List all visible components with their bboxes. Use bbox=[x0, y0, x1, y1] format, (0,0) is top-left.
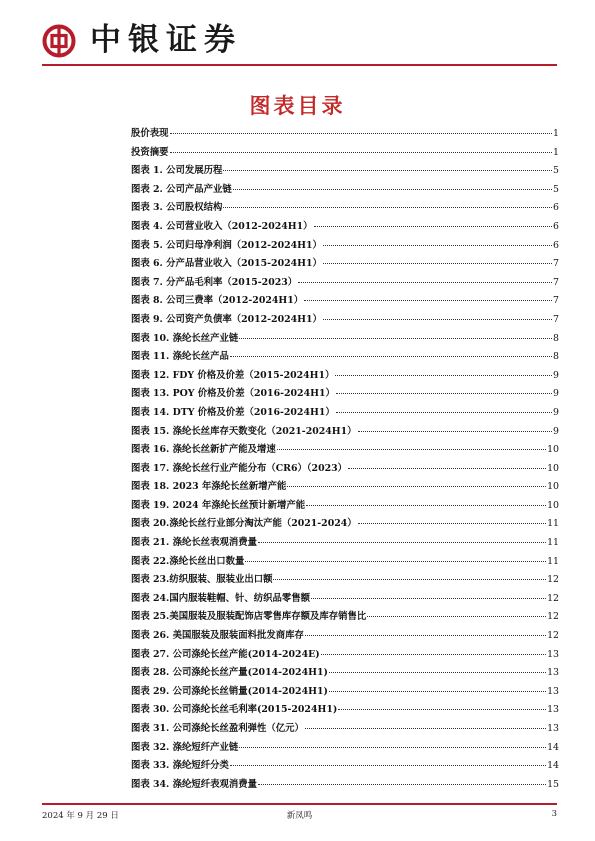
dot-leader bbox=[239, 337, 552, 339]
dot-leader bbox=[258, 783, 546, 785]
toc-entry-page: 7 bbox=[553, 276, 559, 288]
toc-entry-label: 图表 16. 涤纶长丝新扩产能及增速 bbox=[131, 444, 276, 456]
footer-date: 2024 年 9 月 29 日 bbox=[42, 811, 119, 821]
toc-entry[interactable] bbox=[131, 757, 559, 776]
dot-leader bbox=[304, 299, 552, 301]
toc-entry-label: 图表 13. POY 价格及价差（2016-2024H1） bbox=[131, 388, 335, 400]
toc-entry-page: 6 bbox=[553, 239, 559, 251]
toc-entry[interactable] bbox=[131, 590, 559, 609]
toc-title: 图表目录 bbox=[249, 94, 346, 118]
footer-divider bbox=[42, 803, 557, 805]
toc-entry-label: 图表 30. 公司涤纶长丝毛利率(2015-2024H1) bbox=[131, 704, 338, 716]
toc-entry-label: 图表 33. 涤纶短纤分类 bbox=[131, 760, 229, 772]
toc-entry-label: 图表 12. FDY 价格及价差（2015-2024H1） bbox=[131, 369, 335, 381]
toc-entry[interactable] bbox=[131, 608, 559, 627]
toc-entry-page: 5 bbox=[553, 165, 559, 177]
toc-entry-label: 图表 29. 公司涤纶长丝销量(2014-2024H1) bbox=[131, 685, 328, 697]
toc-entry-label: 图表 26. 美国服装及服装面料批发商库存 bbox=[131, 630, 304, 642]
dot-leader bbox=[321, 653, 546, 655]
toc-entry-page: 1 bbox=[553, 146, 559, 158]
toc-entry[interactable] bbox=[131, 739, 559, 758]
toc-entry-label: 图表 34. 涤纶短纤表观消费量 bbox=[131, 778, 257, 790]
toc-entry-page: 9 bbox=[553, 406, 559, 418]
toc-entry-page: 12 bbox=[547, 592, 559, 604]
dot-leader bbox=[338, 708, 546, 710]
dot-leader bbox=[305, 634, 546, 636]
toc-entry-page: 11 bbox=[547, 537, 559, 549]
toc-entry[interactable] bbox=[131, 255, 559, 274]
toc-entry[interactable] bbox=[131, 441, 559, 460]
toc-entry-page: 11 bbox=[547, 518, 559, 530]
footer-company: 新凤鸣 bbox=[286, 811, 313, 821]
toc-entry[interactable] bbox=[131, 162, 559, 181]
toc-entry-label: 图表 15. 涤纶长丝库存天数变化（2021-2024H1） bbox=[131, 425, 357, 437]
toc-entry[interactable] bbox=[131, 311, 559, 330]
toc-entry[interactable] bbox=[131, 274, 559, 293]
toc-entry-label: 图表 3. 公司股权结构 bbox=[131, 202, 223, 214]
toc-entry-page: 1 bbox=[553, 128, 559, 139]
toc-entry[interactable] bbox=[131, 423, 559, 442]
dot-leader bbox=[323, 244, 552, 246]
dot-leader bbox=[170, 151, 553, 153]
toc-entry-label: 图表 4. 公司营业收入（2012-2024H1） bbox=[131, 220, 313, 232]
toc-entry-label: 图表 27. 公司涤纶长丝产能(2014-2024E) bbox=[131, 648, 320, 660]
toc-entry[interactable] bbox=[131, 683, 559, 702]
toc-entry[interactable] bbox=[131, 534, 559, 553]
toc-entry[interactable] bbox=[131, 367, 559, 386]
toc-entry-label: 图表 18. 2023 年涤纶长丝新增产能 bbox=[131, 481, 287, 493]
toc-entry-label: 图表 17. 涤纶长丝行业产能分布（CR6）（2023） bbox=[131, 462, 348, 474]
toc-entry-page: 13 bbox=[547, 648, 559, 660]
toc-entry[interactable] bbox=[131, 181, 559, 200]
toc-entry-page: 8 bbox=[553, 332, 559, 344]
toc-entry[interactable] bbox=[131, 218, 559, 237]
toc-entry-label: 图表 21. 涤纶长丝表观消费量 bbox=[131, 537, 257, 549]
toc-entry[interactable] bbox=[131, 385, 559, 404]
toc-entry-page: 8 bbox=[553, 351, 559, 363]
toc-entry-page: 10 bbox=[547, 444, 559, 456]
dot-leader bbox=[245, 560, 546, 562]
dot-leader bbox=[336, 411, 552, 413]
toc-entry-label: 图表 20.涤纶长丝行业部分淘汰产能（2021-2024） bbox=[131, 518, 357, 530]
toc-entry[interactable] bbox=[131, 701, 559, 720]
dot-leader bbox=[358, 430, 552, 432]
toc-entry[interactable] bbox=[131, 144, 559, 163]
dot-leader bbox=[336, 392, 552, 394]
dot-leader bbox=[329, 690, 546, 692]
toc-entry-page: 13 bbox=[547, 704, 559, 716]
toc-entry-label: 图表 23.纺织服装、服装业出口额 bbox=[131, 574, 273, 586]
dot-leader bbox=[273, 578, 546, 580]
dot-leader bbox=[233, 188, 552, 190]
dot-leader bbox=[314, 225, 553, 227]
toc-entry[interactable] bbox=[131, 627, 559, 646]
page-number: 3 bbox=[551, 809, 557, 819]
toc-entry-page: 12 bbox=[547, 611, 559, 623]
toc-entry[interactable] bbox=[131, 515, 559, 534]
page-header bbox=[0, 0, 595, 70]
toc-entry-page: 7 bbox=[553, 295, 559, 307]
toc-entry-label: 图表 31. 公司涤纶长丝盈利弹性（亿元） bbox=[131, 723, 304, 734]
dot-leader bbox=[311, 597, 546, 599]
dot-leader bbox=[298, 281, 552, 283]
toc-entry-label: 图表 32. 涤纶短纤产业链 bbox=[131, 741, 239, 753]
toc-entry-label: 图表 22.涤纶长丝出口数量 bbox=[131, 555, 245, 567]
toc-entry-page: 6 bbox=[553, 202, 559, 214]
dot-leader bbox=[277, 448, 546, 450]
dot-leader bbox=[329, 671, 546, 673]
toc-entry-page: 11 bbox=[547, 555, 559, 567]
toc-entry[interactable] bbox=[131, 720, 559, 739]
toc-entry-label: 投资摘要 bbox=[131, 146, 169, 158]
dot-leader bbox=[348, 467, 546, 469]
dot-leader bbox=[305, 727, 546, 729]
toc-entry-page: 7 bbox=[553, 258, 559, 270]
toc-entry[interactable] bbox=[131, 497, 559, 516]
dot-leader bbox=[223, 206, 552, 208]
toc-entry-page: 9 bbox=[553, 388, 559, 400]
toc-entry-page: 10 bbox=[547, 499, 559, 511]
toc-entry[interactable] bbox=[131, 404, 559, 423]
bank-of-china-logo-icon bbox=[42, 24, 76, 58]
toc-entry-label: 图表 14. DTY 价格及价差（2016-2024H1） bbox=[131, 406, 335, 418]
dot-leader bbox=[258, 541, 546, 543]
dot-leader bbox=[367, 615, 546, 617]
dot-leader bbox=[323, 318, 552, 320]
toc-entry-page: 14 bbox=[547, 760, 559, 772]
toc-entry-page: 13 bbox=[547, 685, 559, 697]
toc-entry[interactable] bbox=[131, 125, 559, 144]
toc-entry-label: 图表 7. 分产品毛利率（2015-2023） bbox=[131, 276, 298, 288]
toc-entry-page: 7 bbox=[553, 313, 559, 325]
toc-entry-page: 13 bbox=[547, 723, 559, 734]
toc-entry[interactable] bbox=[131, 348, 559, 367]
brand-name: 中银证券 bbox=[90, 22, 242, 58]
toc-entry[interactable] bbox=[131, 478, 559, 497]
toc-entry-page: 6 bbox=[553, 220, 559, 232]
table-of-figures bbox=[131, 125, 559, 794]
toc-entry-label: 图表 6. 分产品营业收入（2015-2024H1） bbox=[131, 258, 322, 270]
toc-entry[interactable] bbox=[131, 292, 559, 311]
toc-entry-label: 图表 24.国内服装鞋帽、针、纺织品零售额 bbox=[131, 592, 310, 604]
toc-entry-page: 5 bbox=[553, 183, 559, 195]
dot-leader bbox=[358, 522, 546, 524]
toc-entry-label: 图表 1. 公司发展历程 bbox=[131, 165, 223, 177]
toc-entry-label: 图表 2. 公司产品产业链 bbox=[131, 183, 232, 195]
toc-entry-label: 图表 19. 2024 年涤纶长丝预计新增产能 bbox=[131, 499, 306, 511]
toc-entry-label: 图表 5. 公司归母净利润（2012-2024H1） bbox=[131, 239, 322, 251]
dot-leader bbox=[335, 374, 552, 376]
dot-leader bbox=[287, 485, 546, 487]
dot-leader bbox=[306, 504, 546, 506]
page-footer bbox=[42, 809, 557, 823]
toc-entry-label: 图表 8. 公司三费率（2012-2024H1） bbox=[131, 295, 304, 307]
toc-entry-page: 15 bbox=[547, 778, 559, 790]
toc-entry-page: 10 bbox=[547, 462, 559, 474]
toc-entry[interactable] bbox=[131, 571, 559, 590]
toc-entry-page: 9 bbox=[553, 425, 559, 437]
toc-entry[interactable] bbox=[131, 664, 559, 683]
toc-entry-label: 图表 9. 公司资产负债率（2012-2024H1） bbox=[131, 313, 322, 325]
dot-leader bbox=[239, 746, 546, 748]
dot-leader bbox=[230, 764, 546, 766]
toc-entry-label: 图表 10. 涤纶长丝产业链 bbox=[131, 332, 239, 344]
toc-entry[interactable] bbox=[131, 553, 559, 572]
header-divider bbox=[42, 64, 557, 66]
dot-leader bbox=[323, 262, 552, 264]
toc-entry-page: 12 bbox=[547, 630, 559, 642]
toc-entry-label: 图表 25.美国服装及服装配饰店零售库存额及库存销售比 bbox=[131, 611, 367, 623]
toc-entry-page: 10 bbox=[547, 481, 559, 493]
toc-entry[interactable] bbox=[131, 237, 559, 256]
toc-entry-page: 14 bbox=[547, 741, 559, 753]
toc-entry[interactable] bbox=[131, 460, 559, 479]
toc-entry-label: 图表 11. 涤纶长丝产品 bbox=[131, 351, 229, 363]
toc-entry-page: 12 bbox=[547, 574, 559, 586]
toc-entry[interactable] bbox=[131, 646, 559, 665]
toc-entry-page: 9 bbox=[553, 369, 559, 381]
toc-entry-label: 股价表现 bbox=[131, 128, 169, 139]
dot-leader bbox=[223, 169, 552, 171]
toc-entry[interactable] bbox=[131, 330, 559, 349]
toc-entry-label: 图表 28. 公司涤纶长丝产量(2014-2024H1) bbox=[131, 667, 328, 679]
toc-entry[interactable] bbox=[131, 776, 559, 795]
toc-entry-page: 13 bbox=[547, 667, 559, 679]
dot-leader bbox=[230, 355, 552, 357]
dot-leader bbox=[170, 132, 553, 134]
toc-entry[interactable] bbox=[131, 199, 559, 218]
